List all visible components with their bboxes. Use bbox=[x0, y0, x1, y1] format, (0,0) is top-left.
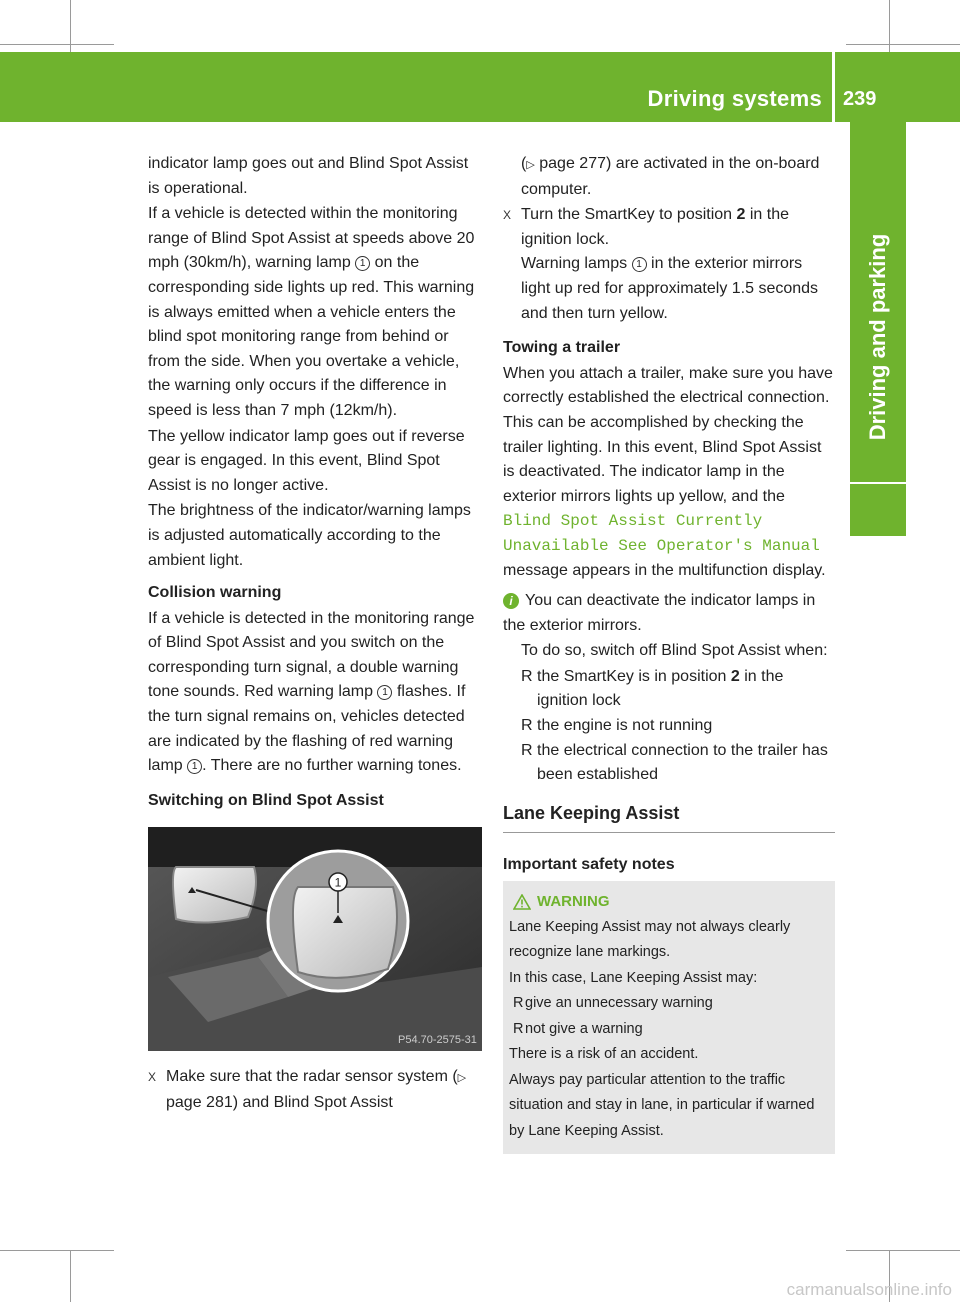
list-item: R the SmartKey is in position 2 in the ignition lock bbox=[503, 665, 835, 714]
paragraph: If a vehicle is detected within the monitoring range of Blind Spot Assist at speeds above 20 mph (30km/h), warning lamp 1 on the corresponding side lights up red. This warning is always emitted when a vehicle enters the blind spot monitoring range from behind or from the side. When you overtake a vehicle, the warning only occurs if the difference in speed is less than 7 mph (12km/h). bbox=[148, 205, 475, 419]
paragraph: (▷ page 277) are activated in the on-board computer. bbox=[521, 155, 820, 198]
display-message: Unavailable See Operator's Manual bbox=[503, 536, 820, 555]
crop-mark bbox=[846, 1250, 960, 1251]
step-arrow-icon: X bbox=[503, 208, 512, 223]
header-separator bbox=[832, 52, 835, 122]
crop-mark bbox=[70, 0, 71, 52]
bullet-icon: R bbox=[513, 995, 524, 1012]
heading-safety-notes: Important safety notes bbox=[503, 855, 675, 873]
list-item: R the electrical connection to the trailer has been established bbox=[503, 739, 835, 788]
paragraph: indicator lamp goes out and Blind Spot Assist is operational. bbox=[148, 155, 469, 197]
left-column bbox=[148, 152, 482, 1116]
crop-mark bbox=[0, 44, 114, 45]
header-title: Driving systems bbox=[647, 86, 822, 111]
callout-1-icon: 1 bbox=[355, 256, 370, 271]
warning-text: Lane Keeping Assist may not always clearly recognize lane markings. bbox=[509, 918, 791, 961]
warning-triangle-icon bbox=[513, 894, 531, 910]
instruction-step: X Turn the SmartKey to position 2 in the ignition lock. bbox=[503, 203, 835, 252]
mirror-illustration bbox=[148, 827, 482, 1051]
crop-mark bbox=[0, 1250, 114, 1251]
crop-mark bbox=[889, 0, 890, 52]
warning-title: WARNING bbox=[509, 889, 829, 915]
list-item: R not give a warning bbox=[509, 1017, 829, 1043]
callout-label: 1 bbox=[334, 875, 342, 890]
list-item: R the engine is not running bbox=[503, 714, 835, 739]
crop-mark bbox=[846, 44, 960, 45]
paragraph: If a vehicle is detected in the monitoring range of Blind Spot Assist and you switch on the corresponding turn signal, a double warning tone sounds. Red warning lamp 1 flashes. If the turn signal remains on, vehicles detected are indicated by the flashing of red warning lamp 1 . There are no further warning tones. bbox=[148, 609, 475, 775]
instruction-step: X Make sure that the radar sensor system (▷ page 281) and Blind Spot Assist bbox=[148, 1065, 482, 1115]
page-ref-icon: ▷ bbox=[457, 1072, 467, 1085]
bullet-icon: R bbox=[513, 1020, 524, 1037]
warning-text: Always pay particular attention to the traffic situation and stay in lane, in particular if warned by Lane Keeping Assist. bbox=[509, 1071, 815, 1139]
paragraph: The brightness of the indicator/warning lamps is adjusted automatically according to the ambient light. bbox=[148, 502, 471, 569]
side-tab-block bbox=[850, 484, 906, 536]
heading-collision-warning: Collision warning bbox=[148, 584, 282, 602]
heading-towing: Towing a trailer bbox=[503, 339, 621, 357]
paragraph: The yellow indicator lamp goes out if reverse gear is engaged. In this event, Blind Spot Assist is no longer active. bbox=[148, 427, 465, 494]
list-item: R give an unnecessary warning bbox=[509, 991, 829, 1017]
watermark: carmanualsonline.info bbox=[786, 1280, 952, 1299]
callout-1-icon: 1 bbox=[632, 257, 647, 272]
side-tab-label: Driving and parking bbox=[865, 233, 890, 441]
callout-1-icon: 1 bbox=[187, 759, 202, 774]
heading-switching-on: Switching on Blind Spot Assist bbox=[148, 791, 384, 809]
paragraph: When you attach a trailer, make sure you have correctly established the electrical connection. This can be accomplished by checking the trailer lighting. In this event, Blind Spot Assist is deactivated. The indicator lamp in the exterior mirrors lights up yellow, and the Blind Spot Assist Currently Unavailable See Operator's Manual message appears in the multifunction display. bbox=[503, 364, 833, 579]
warning-text: There is a risk of an accident. bbox=[509, 1046, 699, 1063]
bullet-icon: R bbox=[521, 717, 533, 735]
figure-code: P54.70-2575-31 bbox=[398, 1034, 477, 1047]
crop-mark bbox=[70, 1250, 71, 1302]
paragraph: To do so, switch off Blind Spot Assist when: bbox=[521, 642, 828, 660]
info-note: i You can deactivate the indicator lamps in the exterior mirrors. bbox=[503, 592, 816, 634]
warning-text: In this case, Lane Keeping Assist may: bbox=[509, 969, 758, 986]
display-message: Blind Spot Assist Currently bbox=[503, 512, 763, 531]
page-ref-icon: ▷ bbox=[526, 159, 535, 171]
heading-lane-keeping: Lane Keeping Assist bbox=[503, 800, 835, 833]
mirror-photo bbox=[148, 827, 482, 1051]
page-number: 239 bbox=[843, 88, 877, 110]
bullet-icon: R bbox=[521, 667, 533, 685]
step-arrow-icon: X bbox=[148, 1070, 157, 1085]
callout-1-icon: 1 bbox=[377, 685, 392, 700]
paragraph: Warning lamps 1 in the exterior mirrors light up red for approximately 1.5 seconds and then turn yellow. bbox=[521, 255, 819, 322]
right-column bbox=[503, 152, 835, 1154]
bullet-icon: R bbox=[521, 741, 533, 759]
warning-box bbox=[503, 881, 835, 1154]
info-icon: i bbox=[503, 593, 519, 609]
